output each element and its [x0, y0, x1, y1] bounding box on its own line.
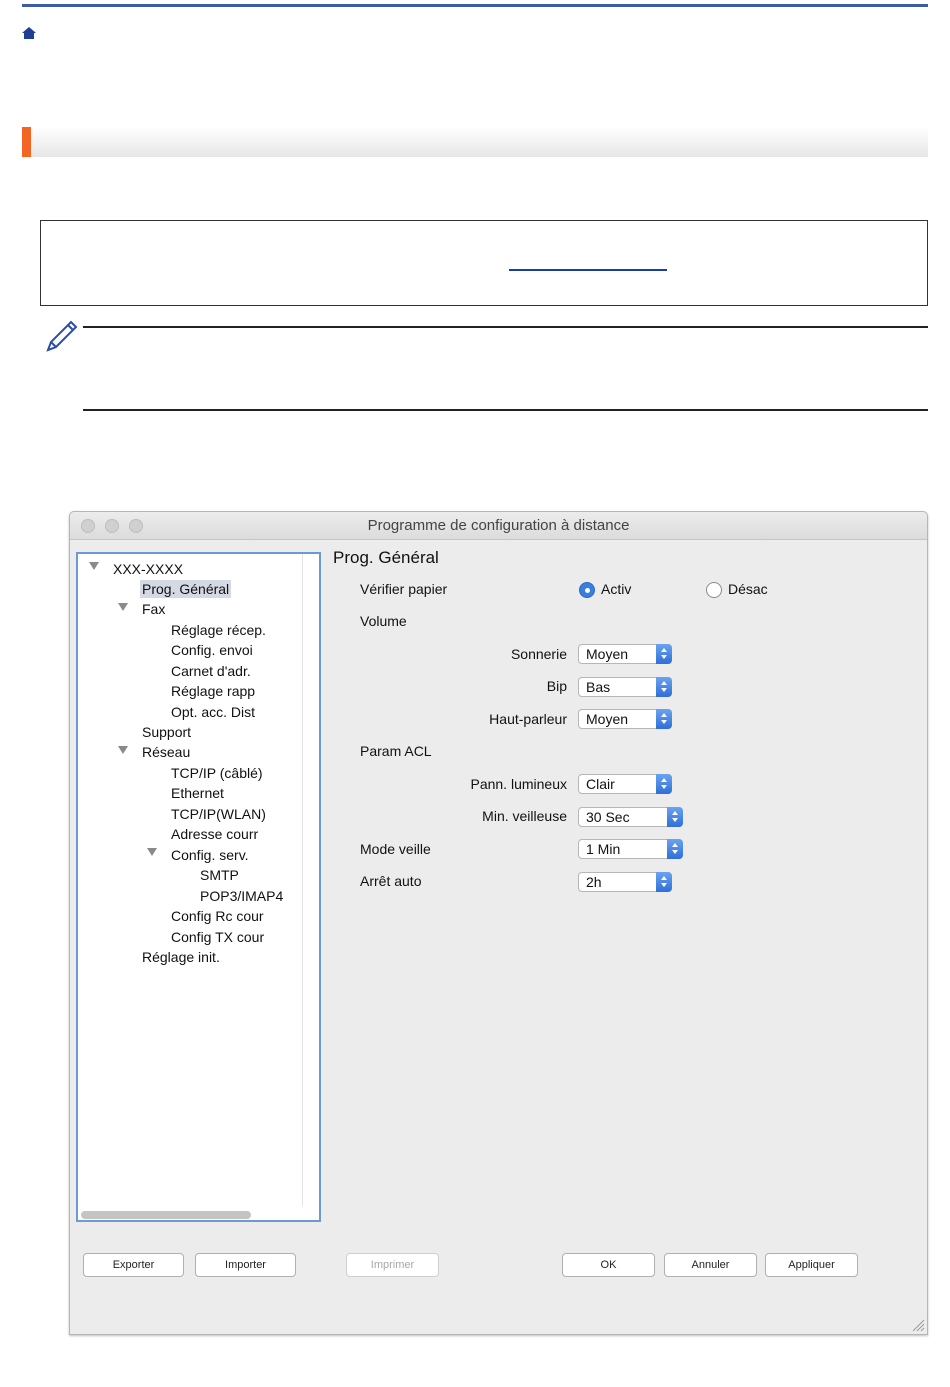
sonnerie-label: Sonnerie	[510, 646, 567, 662]
expand-triangle-icon[interactable]	[118, 603, 128, 611]
pencil-note-icon	[44, 318, 80, 354]
mode-veille-value: 1 Min	[586, 841, 621, 857]
haut-parleur-label: Haut-parleur	[489, 711, 567, 727]
window-title: Programme de configuration à distance	[367, 517, 630, 534]
volume-label: Volume	[360, 613, 407, 629]
tree-item-smtp[interactable]: SMTP	[200, 867, 239, 883]
tree-item-config-serv[interactable]: Config. serv.	[171, 847, 249, 863]
pann-lumineux-value: Clair	[586, 776, 615, 792]
tree-item-reglage-recep[interactable]: Réglage récep.	[171, 622, 266, 638]
mode-veille-label: Mode veille	[360, 841, 431, 857]
sonnerie-select[interactable]	[578, 644, 672, 664]
tree-item-tcpip-cable[interactable]: TCP/IP (câblé)	[171, 765, 263, 781]
mode-veille-select[interactable]	[578, 839, 683, 859]
section-accent-mark	[22, 127, 31, 157]
stepper-arrows-icon	[656, 774, 672, 794]
info-box	[40, 220, 928, 306]
radio-activ-label[interactable]: Activ	[601, 581, 632, 597]
tree-divider	[302, 554, 303, 1206]
stepper-arrows-icon	[656, 644, 672, 664]
info-box-link[interactable]	[509, 269, 667, 271]
haut-parleur-value: Moyen	[586, 711, 629, 727]
bip-label: Bip	[546, 678, 567, 694]
radio-desac[interactable]	[706, 582, 722, 598]
stepper-arrows-icon	[667, 807, 683, 827]
ok-button[interactable]: OK	[562, 1253, 655, 1277]
top-rule	[22, 4, 928, 7]
radio-activ[interactable]	[579, 582, 595, 598]
tree-item-prog-general[interactable]: Prog. Général	[142, 581, 230, 597]
exporter-button[interactable]: Exporter	[83, 1253, 184, 1277]
min-veilleuse-value: 30 Sec	[586, 809, 630, 825]
appliquer-button[interactable]: Appliquer	[765, 1253, 858, 1277]
arret-auto-value: 2h	[586, 874, 602, 890]
haut-parleur-select[interactable]	[578, 709, 672, 729]
expand-triangle-icon[interactable]	[147, 848, 157, 856]
radio-desac-label[interactable]: Désac	[728, 581, 768, 597]
stepper-arrows-icon	[656, 709, 672, 729]
tree-item-reglage-init[interactable]: Réglage init.	[142, 949, 220, 965]
tree-item-reglage-rapp[interactable]: Réglage rapp	[171, 683, 256, 699]
window-titlebar	[70, 512, 927, 540]
tree-item-config-rc-cour[interactable]: Config Rc cour	[171, 908, 264, 924]
tree-item-fax[interactable]: Fax	[142, 601, 166, 617]
verifier-papier-label: Vérifier papier	[360, 581, 448, 597]
min-veilleuse-label: Min. veilleuse	[482, 808, 567, 824]
tree-item-device[interactable]: XXX-XXXX	[113, 561, 184, 577]
expand-triangle-icon[interactable]	[89, 562, 99, 570]
stepper-arrows-icon	[667, 839, 683, 859]
panel-title: Prog. Général	[333, 548, 439, 567]
tree-item-carnet-adr[interactable]: Carnet d'adr.	[171, 663, 251, 679]
tree-item-support[interactable]: Support	[142, 724, 192, 740]
annuler-button[interactable]: Annuler	[664, 1253, 757, 1277]
bip-select[interactable]	[578, 677, 672, 697]
min-veilleuse-select[interactable]	[578, 807, 683, 827]
stepper-arrows-icon	[656, 872, 672, 892]
note-top-rule	[83, 326, 928, 328]
tree-item-pop3-imap4[interactable]: POP3/IMAP4	[200, 888, 284, 904]
tree-item-tcpip-wlan[interactable]: TCP/IP(WLAN)	[171, 806, 266, 822]
note-bottom-rule	[83, 409, 928, 411]
horizontal-scrollbar[interactable]	[81, 1211, 251, 1219]
remote-setup-window	[69, 511, 928, 1335]
arret-auto-label: Arrêt auto	[360, 873, 422, 889]
home-icon[interactable]	[22, 26, 36, 40]
stepper-arrows-icon	[656, 677, 672, 697]
tree-item-reseau[interactable]: Réseau	[142, 744, 191, 760]
expand-triangle-icon[interactable]	[118, 746, 128, 754]
sonnerie-value: Moyen	[586, 646, 629, 662]
importer-button[interactable]: Importer	[195, 1253, 296, 1277]
tree-item-ethernet[interactable]: Ethernet	[171, 785, 224, 801]
tree-item-config-tx-cour[interactable]: Config TX cour	[171, 929, 265, 945]
param-acl-label: Param ACL	[360, 743, 432, 759]
section-heading-bar	[22, 127, 928, 157]
pann-lumineux-label: Pann. lumineux	[470, 776, 567, 792]
resize-grip-icon[interactable]	[911, 1318, 925, 1332]
pann-lumineux-select[interactable]	[578, 774, 672, 794]
imprimer-button[interactable]: Imprimer	[346, 1253, 439, 1277]
settings-tree[interactable]	[76, 552, 321, 1222]
arret-auto-select[interactable]	[578, 872, 672, 892]
tree-item-adresse-courr[interactable]: Adresse courr	[171, 826, 259, 842]
tree-item-opt-acc-dist[interactable]: Opt. acc. Dist	[171, 704, 256, 720]
bip-value: Bas	[586, 679, 611, 695]
tree-item-config-envoi[interactable]: Config. envoi	[171, 642, 253, 658]
